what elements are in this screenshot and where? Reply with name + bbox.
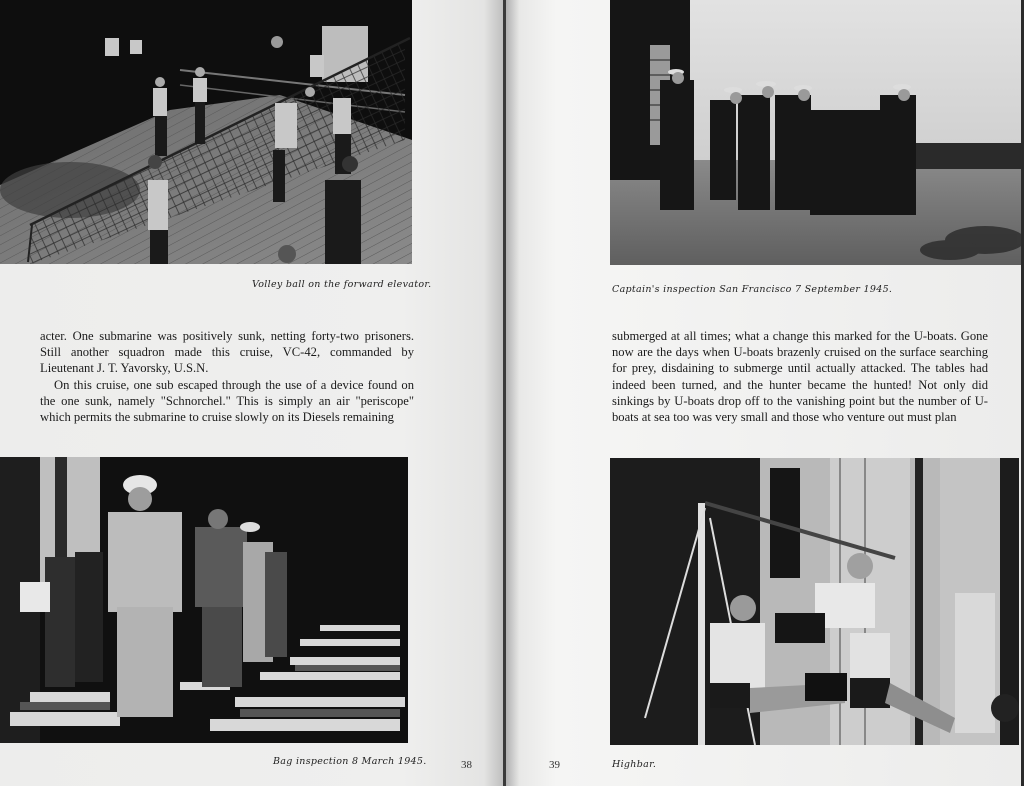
photo-highbar [610, 458, 1019, 745]
photo-captains-inspection [610, 0, 1021, 265]
photo-volleyball [0, 0, 412, 264]
body-text-right [612, 328, 988, 425]
caption-bag-inspection: Bag inspection 8 March 1945. [273, 756, 427, 767]
page-number-left: 38 [461, 759, 472, 771]
caption-volleyball: Volley ball on the forward elevator. [252, 279, 432, 290]
paragraph: acter. One submarine was positively sunk, netting forty-two prisoners. Still another squadron made this cruise, VC-42, commanded by Lieutenant J. T. Yavorsky, U.S.N. [40, 329, 414, 376]
paragraph: submerged at all times; what a change this marked for the U-boats. Gone now are the days when U-boats brazenly cruised on the surface searching for prey, disdaining to submerge until actually attacked. The tables had indeed been turned, and the hunter became the hunted! Not only did sinkings by U-boats drop off to the vanishing point but the number of U-boats at sea too was very small and those who venture out must plan [612, 329, 988, 425]
paragraph: On this cruise, one sub escaped through the use of a device found on the one sunk, namely "Schnorchel." This is simply an air "periscope" which permits the submarine to cruise slowly on its Diesels remaining [40, 377, 414, 425]
book-gutter [503, 0, 506, 786]
caption-highbar: Highbar. [612, 759, 657, 770]
photo-bag-inspection [0, 457, 408, 743]
page-number-right: 39 [549, 759, 560, 771]
body-text-left [40, 328, 414, 425]
caption-captains-inspection: Captain's inspection San Francisco 7 September 1945. [612, 284, 893, 295]
